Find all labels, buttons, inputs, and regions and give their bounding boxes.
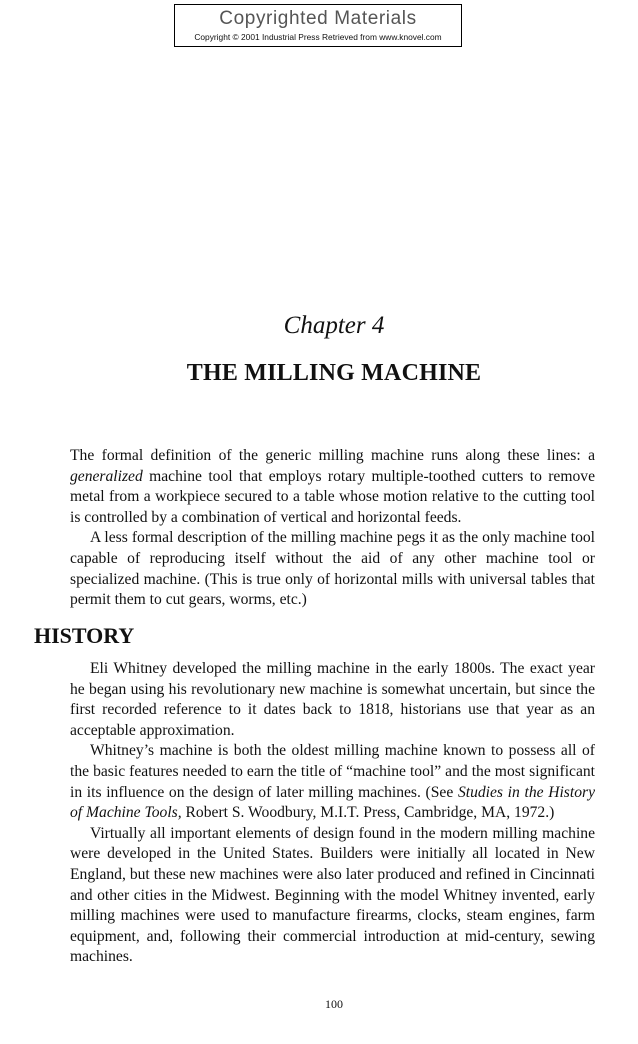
intro-paragraph-2: A less formal description of the milling machine pegs it as the only machine tool capable of reproducing itself without the aid of any other machine tool or specialized machine. (This is true only of horizontal mills with universal tables that permit them to cut gears, worms, etc.)	[70, 529, 595, 609]
intro-p1-suffix: machine tool that employs rotary multiple-toothed cutters to remove metal from a workpiece secured to a table whose motion relative to the cutting tool is controlled by a combination of vertical and horizontal feeds.	[70, 467, 595, 526]
history-p2-prefix: Whitney’s machine is both the oldest milling machine known to possess all of the basic features needed to earn the title of “machine tool” and the most significant in its influence on the design of later milling machines. (See	[70, 742, 595, 801]
intro-p1-emphasis: generalized	[70, 467, 143, 485]
page-number: 100	[325, 997, 343, 1011]
history-p2-emphasis: Studies in the History of Machine Tools,	[70, 783, 595, 822]
history-paragraph-1: Eli Whitney developed the milling machine in the early 1800s. The exact year he began using his revolutionary new machine is somewhat uncertain, but since the first recorded reference to it dates back to 1818, historians use that year as an acceptable approximation.	[70, 660, 595, 739]
history-paragraph-2	[70, 741, 595, 823]
copyright-banner	[174, 4, 462, 47]
intro-p1-prefix: The formal definition of the generic milling machine runs along these lines: a	[70, 447, 595, 464]
copyright-banner-title: Copyrighted Materials	[219, 8, 417, 29]
chapter-title: THE MILLING MACHINE	[186, 360, 482, 386]
intro-section	[70, 446, 595, 611]
history-p2-suffix: Robert S. Woodbury, M.I.T. Press, Cambridge, MA, 1972.)	[181, 804, 555, 822]
history-paragraph-3: Virtually all important elements of design found in the modern milling machine were developed in the United States. Builders were initially all located in New England, but these new machines were also later produced and refined in Cincinnati and other cities in the Midwest. Beginning with the model Whitney invented, early milling machines were used to manufacture firearms, clocks, steam engines, farm equipment, and, following their commercial introduction at mid-century, sewing machines.	[70, 824, 595, 966]
copyright-banner-subtitle: Copyright © 2001 Industrial Press Retrieved from www.knovel.com	[194, 32, 442, 42]
history-heading: HISTORY	[34, 623, 135, 648]
intro-paragraph-1	[70, 446, 595, 528]
chapter-label: Chapter 4	[283, 312, 385, 339]
history-section	[70, 659, 595, 968]
